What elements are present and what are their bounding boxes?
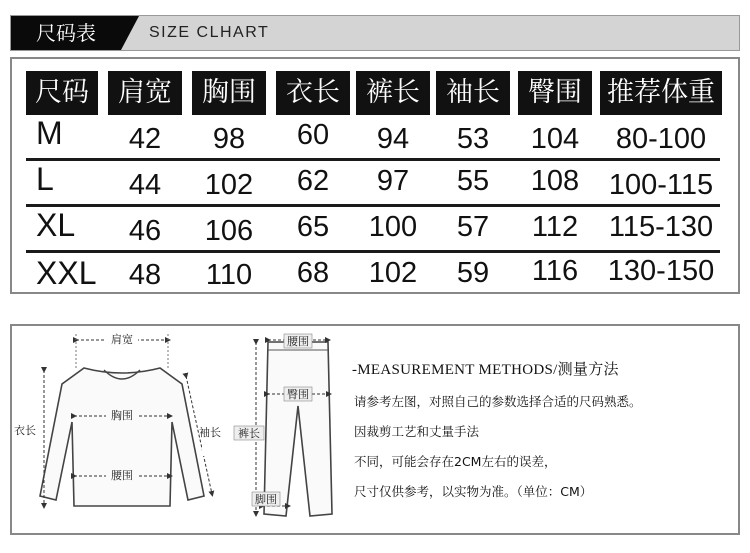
pants-diagram — [232, 326, 352, 531]
shirt-diagram — [12, 326, 232, 531]
table-cell: 65 — [296, 211, 330, 243]
method-note: 不同，可能会存在2CM左右的误差， — [354, 454, 557, 469]
table-cell: 104 — [530, 123, 580, 155]
table-cell: 106 — [204, 215, 254, 247]
table-cell: 46 — [128, 215, 162, 247]
col-header-shoulder: 肩宽 — [108, 71, 182, 115]
shirt-sleeve-label: 袖长 — [199, 426, 221, 439]
shirt-shoulder-label: 肩宽 — [111, 333, 133, 346]
table-row — [26, 207, 720, 253]
table-cell: 53 — [456, 123, 490, 155]
col-header-hip: 臀围 — [518, 71, 592, 115]
col-header-length: 衣长 — [276, 71, 350, 115]
table-cell: 102 — [204, 169, 254, 201]
table-cell: 60 — [296, 119, 330, 151]
shirt-waist-label: 腰围 — [111, 469, 133, 482]
pants-hip-label: 臀围 — [287, 388, 309, 401]
pants-length-label: 裤长 — [238, 427, 260, 440]
table-cell: 48 — [128, 259, 162, 291]
table-cell: 116 — [531, 255, 579, 287]
table-cell: 55 — [456, 165, 490, 197]
pants-waist-label: 腰围 — [287, 335, 309, 348]
col-header-size: 尺码 — [26, 71, 98, 115]
col-header-sleeve: 袖长 — [436, 71, 510, 115]
method-note: 尺寸仅供参考，以实物为准。（单位：CM） — [354, 484, 593, 499]
size-cell: XL — [36, 207, 76, 243]
table-cell: 112 — [531, 211, 579, 243]
table-cell: 115-130 — [608, 211, 714, 243]
table-row — [26, 253, 720, 299]
methods-title: -MEASUREMENT METHODS/测量方法 — [352, 362, 619, 378]
table-cell: 42 — [128, 123, 162, 155]
col-header-weight: 推荐体重 — [600, 71, 722, 115]
measurement-panel — [10, 324, 740, 535]
header-subtitle: SIZE CLHART — [149, 24, 270, 41]
size-cell: M — [36, 115, 63, 151]
table-cell: 59 — [456, 257, 490, 289]
size-table — [10, 57, 740, 294]
table-cell: 44 — [128, 169, 162, 201]
pants-hem-label: 脚围 — [255, 493, 277, 506]
table-cell: 94 — [376, 123, 410, 155]
col-header-pants: 裤长 — [356, 71, 430, 115]
shirt-outline — [40, 368, 204, 506]
method-note: 因裁剪工艺和丈量手法 — [354, 424, 480, 439]
table-cell: 98 — [212, 123, 246, 155]
size-cell: L — [36, 161, 54, 197]
size-chart-header — [10, 15, 740, 51]
table-cell: 130-150 — [607, 255, 715, 287]
table-cell: 80-100 — [615, 123, 707, 155]
table-cell: 62 — [296, 165, 330, 197]
table-cell: 100 — [368, 211, 418, 243]
table-cell: 97 — [376, 165, 410, 197]
table-cell: 57 — [456, 211, 490, 243]
table-row — [26, 115, 720, 161]
table-cell: 102 — [368, 257, 418, 289]
col-header-chest: 胸围 — [192, 71, 266, 115]
size-cell: XXL — [36, 255, 97, 291]
shirt-chest-label: 胸围 — [111, 409, 133, 422]
table-cell: 68 — [296, 257, 330, 289]
method-note: 请参考左图，对照自己的参数选择合适的尺码熟悉。 — [354, 394, 642, 409]
table-cell: 108 — [530, 165, 580, 197]
table-cell: 110 — [205, 259, 253, 291]
table-row — [26, 161, 720, 207]
pants-outline — [264, 342, 332, 516]
shirt-length-label: 衣长 — [14, 424, 36, 437]
header-label: 尺码表 — [11, 16, 121, 50]
table-cell: 100-115 — [608, 169, 714, 201]
